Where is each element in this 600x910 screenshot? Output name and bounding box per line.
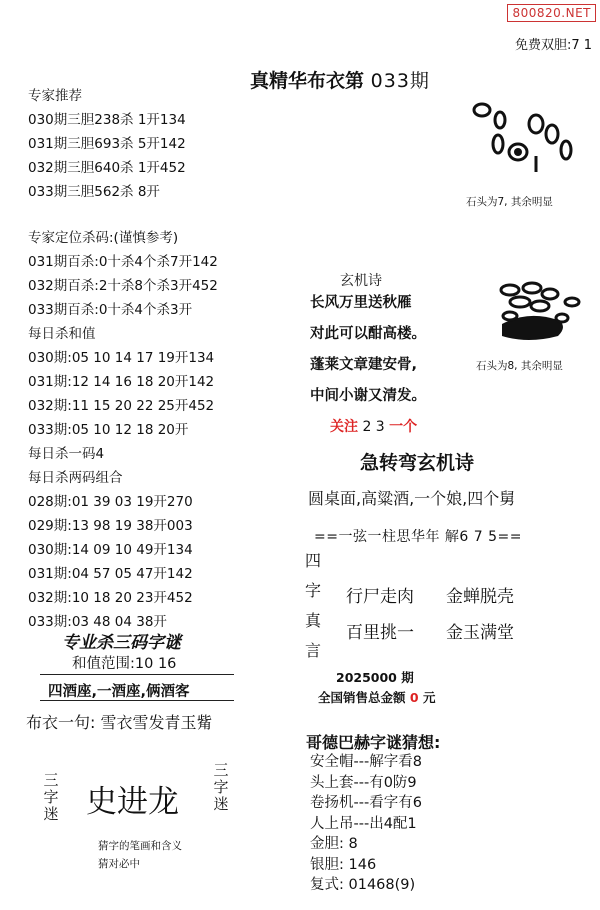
list-item: 安全帽---解字看8 — [310, 754, 422, 770]
follow-line — [330, 416, 417, 436]
list-item: 卷扬机---看字有6 — [310, 795, 422, 811]
stone-drawing-7 — [470, 98, 580, 178]
list-item: 028期:01 39 03 19开270 — [28, 494, 193, 510]
phrase: 百里挑一 — [346, 623, 414, 643]
free-pair-text: 免费双胆:7 1 — [514, 38, 592, 53]
sharp-turn-title: 急转弯玄机诗 — [360, 452, 475, 474]
expert-heading: 专家推荐 — [28, 88, 82, 104]
follow-label: 关注 — [330, 419, 358, 435]
sales-line — [318, 688, 435, 706]
title-main: 真精华布衣第 — [250, 70, 365, 92]
list-item: 头上套---有0防9 — [310, 774, 417, 791]
list-item: 033期百杀:0十杀4个杀3开 — [28, 302, 193, 318]
follow-tail: 一个 — [389, 419, 418, 435]
wine-riddle-text: 四酒座,一酒座,俩酒客 — [48, 684, 190, 700]
list-item: 031期百杀:0十杀4个杀7开142 — [28, 254, 218, 270]
list-item: 033期:05 10 12 18 20开 — [28, 422, 189, 438]
list-item: 030期:14 09 10 49开134 — [28, 542, 193, 558]
list-item: 031期:04 57 05 47开142 — [28, 566, 193, 582]
follow-numbers: 2 3 — [362, 419, 385, 435]
list-item: 032期百杀:2十杀8个杀3开452 — [28, 278, 218, 294]
four-char-side: 四字真言 — [304, 551, 321, 660]
riddle3-heading: 专业杀三码字谜 — [62, 633, 181, 653]
list-item: 033期三胆562杀 8开 — [28, 184, 160, 200]
buyi-sentence: 布衣一句: 雪衣雪发青玉觜 — [26, 713, 213, 732]
list-item: 029期:13 98 19 38开003 — [28, 518, 193, 534]
list-item: 032期:10 18 20 23开452 — [28, 590, 193, 606]
three-char-side-right: 三字迷 — [213, 761, 229, 813]
poem-block — [310, 288, 426, 412]
divider — [40, 674, 234, 675]
sales-label: 全国销售总金额 — [318, 690, 406, 705]
list-item: 银胆: 146 — [310, 856, 377, 873]
list-item: 金胆: 8 — [310, 836, 358, 852]
list-item: 031期:12 14 16 18 20开142 — [28, 374, 215, 390]
poem-line: 对此可以酣高楼。 — [310, 326, 426, 342]
poem-line: 蓬莱文章建安骨, — [310, 357, 418, 373]
stone-caption: 石头为8, 其余明显 — [476, 360, 563, 372]
position-kill-section — [28, 226, 218, 634]
list-item: 复式: 01468(9) — [310, 877, 416, 893]
hint-text: 猜对必中 — [98, 858, 140, 870]
page-title — [250, 66, 430, 93]
poem-line: 长风万里送秋雁 — [310, 295, 412, 311]
expert-section — [28, 84, 186, 204]
sum-range-text: 和值范围:10 16 — [72, 656, 177, 672]
stone-caption: 石头为7, 其余明显 — [466, 196, 553, 208]
daily-two-heading: 每日杀两码组合 — [28, 470, 123, 486]
sharp-turn-line: 圆桌面,高粱酒,一个娘,四个舅 — [308, 489, 516, 508]
three-char-main: 史进龙 — [86, 784, 179, 820]
title-issue: 033期 — [370, 70, 430, 92]
list-item: 033期:03 48 04 38开 — [28, 614, 167, 630]
sales-amount: 0 — [409, 690, 419, 705]
stone-drawing-8 — [488, 280, 588, 350]
daily-one-text: 每日杀一码4 — [28, 446, 105, 462]
divider — [40, 700, 234, 701]
phrase: 金玉满堂 — [446, 623, 514, 643]
hint-text: 猜字的笔画和含义 — [98, 840, 182, 852]
daily-sum-heading: 每日杀和值 — [28, 326, 96, 342]
poem-line: 中间小谢又清发。 — [310, 388, 426, 404]
string-line: ==一弦一柱思华年 解6 7 5== — [314, 529, 522, 545]
list-item: 人上吊---出4配1 — [310, 815, 417, 832]
list-item: 031期三胆693杀 5开142 — [28, 136, 186, 152]
sales-issue: 2025000 期 — [336, 670, 414, 685]
list-item: 032期三胆640杀 1开452 — [28, 160, 186, 176]
list-item: 030期:05 10 14 17 19开134 — [28, 350, 215, 366]
goede-list — [310, 752, 422, 896]
position-kill-heading: 专家定位杀码:(谨慎参考) — [28, 230, 179, 246]
phrase: 金蝉脱壳 — [446, 587, 514, 607]
goede-heading: 哥德巴赫字谜猜想: — [306, 733, 441, 752]
phrase: 行尸走肉 — [346, 587, 414, 607]
sales-unit: 元 — [422, 690, 436, 705]
site-watermark: 800820.NET — [507, 4, 596, 22]
list-item: 030期三胆238杀 1开134 — [28, 112, 186, 128]
poem-heading: 玄机诗 — [340, 273, 382, 289]
three-char-side-left: 三字迷 — [43, 771, 59, 823]
list-item: 032期:11 15 20 22 25开452 — [28, 398, 215, 414]
